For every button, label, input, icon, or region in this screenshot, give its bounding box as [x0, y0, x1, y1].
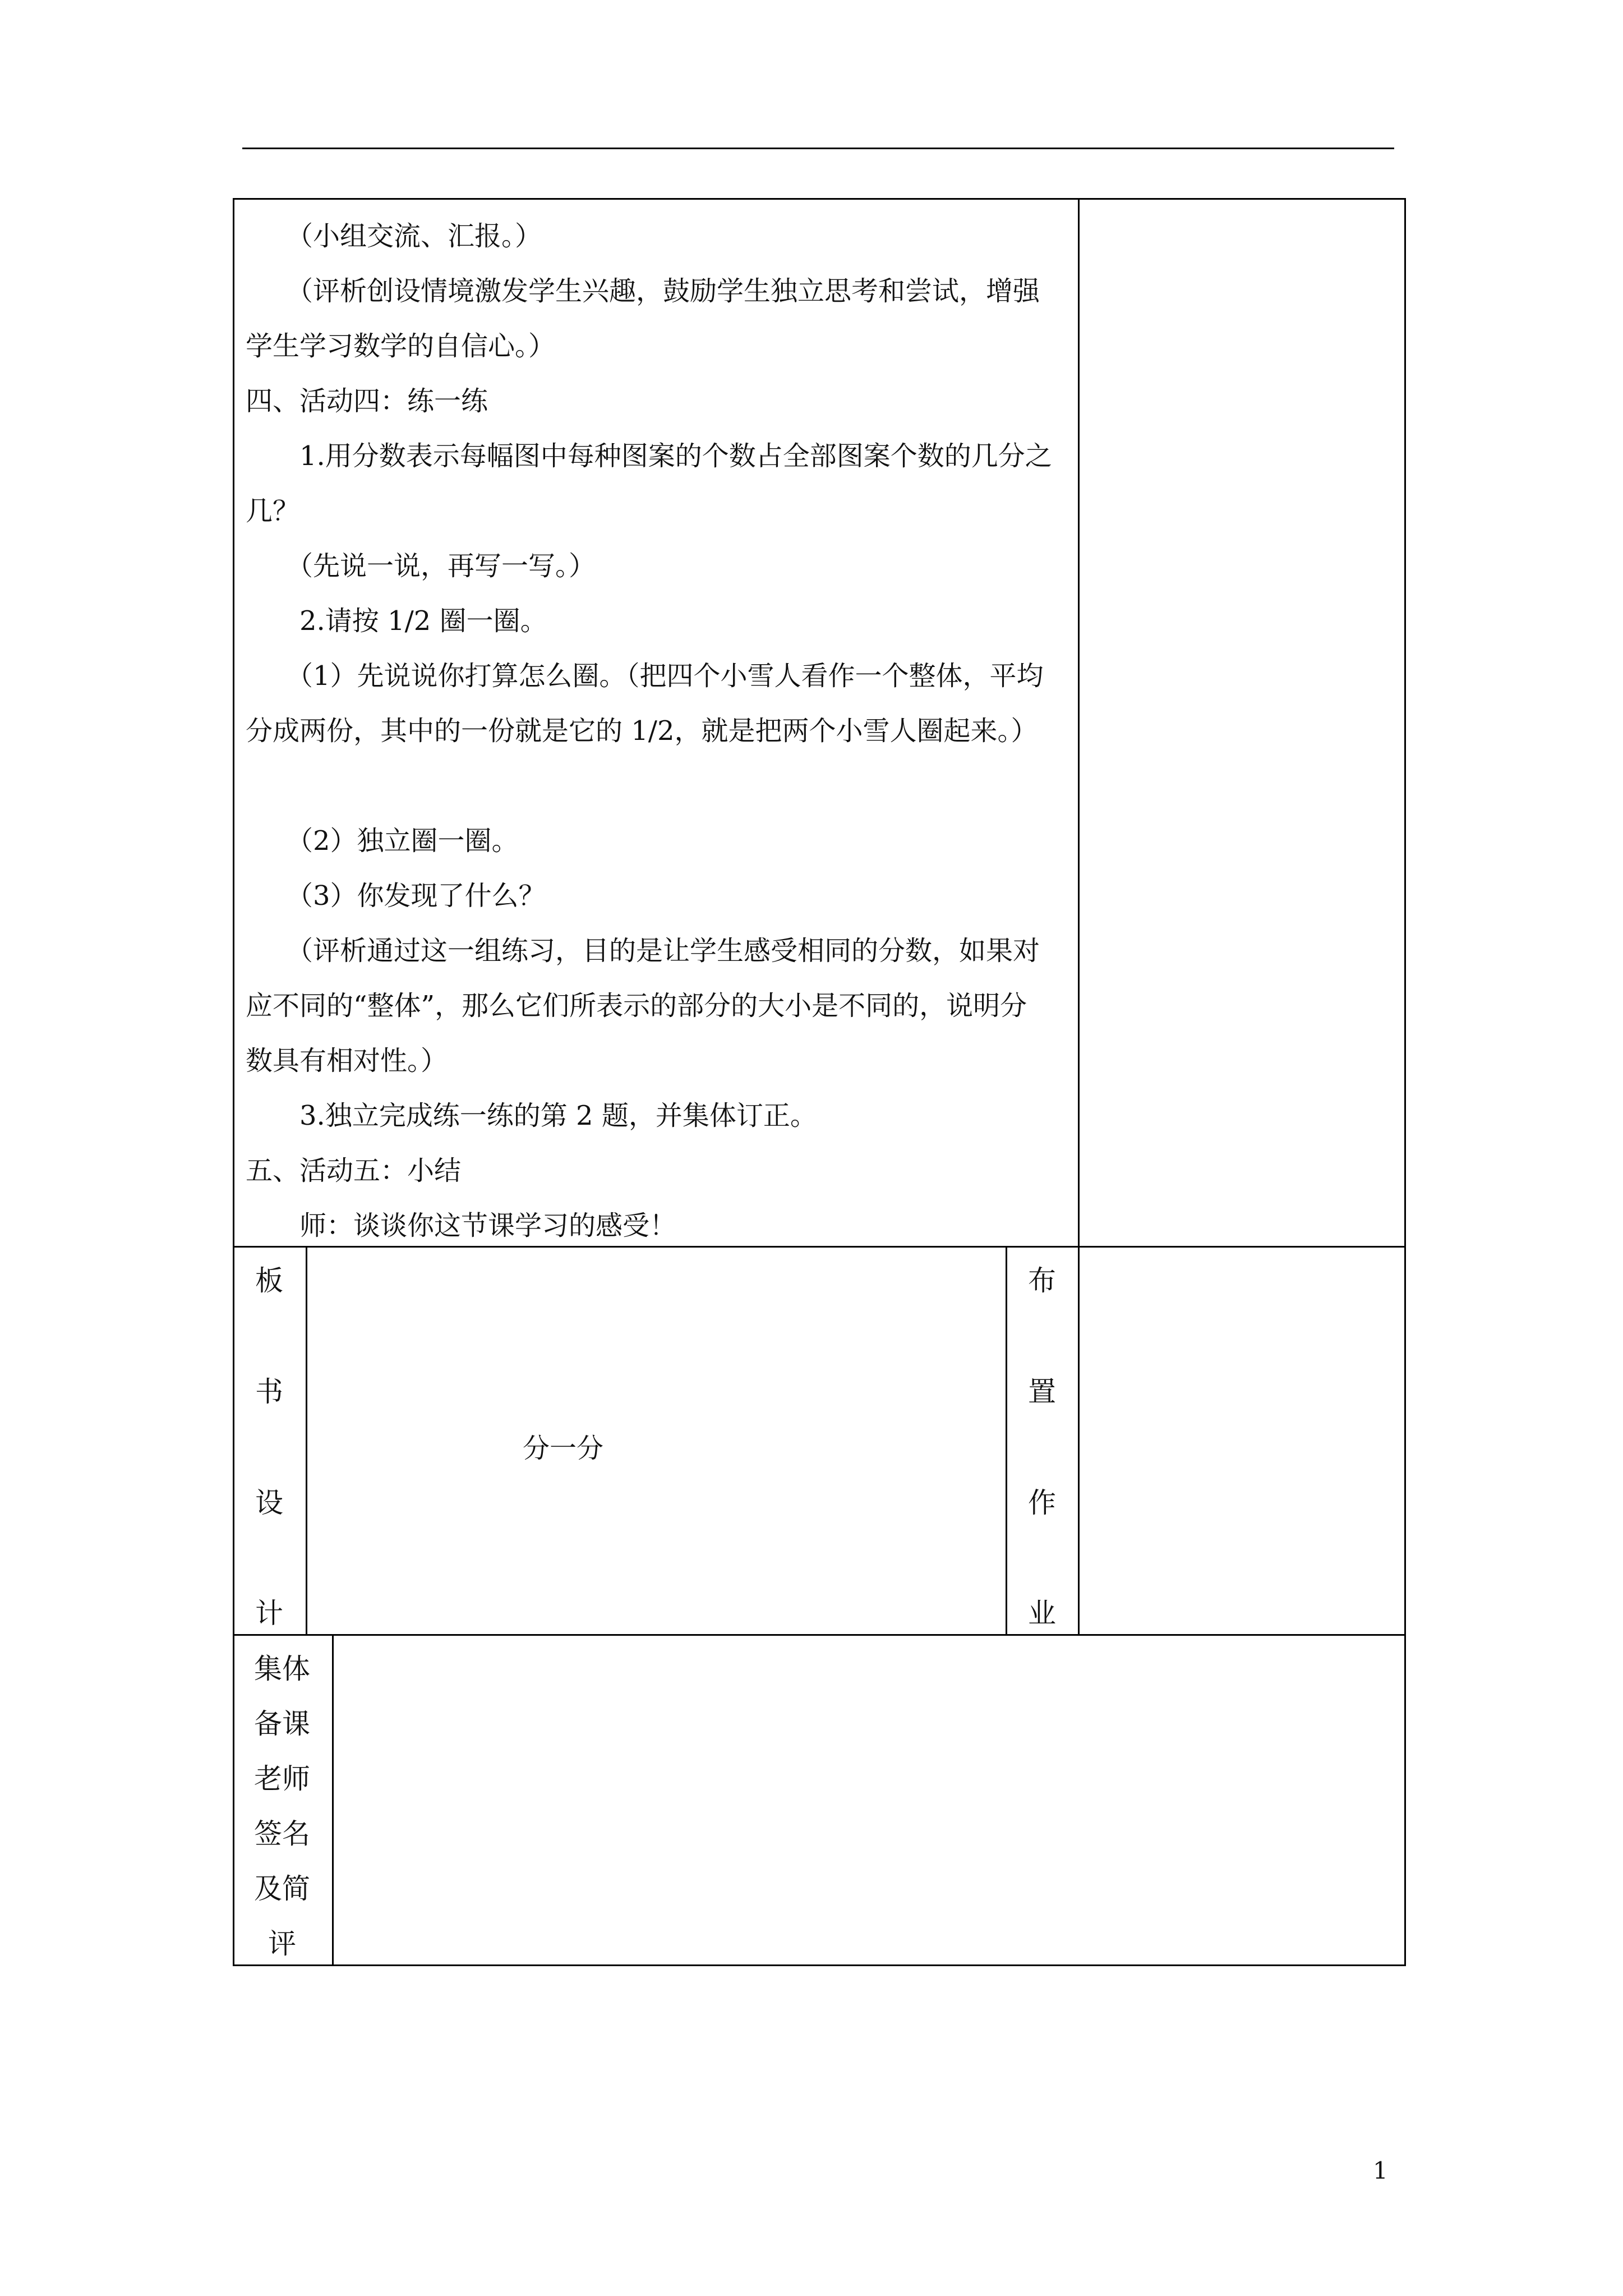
collective-prep-label-line: 及简: [254, 1872, 310, 1905]
collective-prep-divider: [332, 1634, 334, 1966]
board-design-label-char: 计: [255, 1597, 283, 1630]
lesson-paragraph: （1）先说说你打算怎么圈。（把四个小雪人看作一个整体，平均分成两份，其中的一份就是它的 1/2，就是把两个小雪人圈起来。）: [246, 660, 1044, 747]
collective-prep-frame: [233, 1634, 1406, 1966]
homework-label-char: 作: [1028, 1487, 1056, 1519]
lesson-paragraph: （3）你发现了什么？: [246, 880, 546, 912]
lesson-paragraph: 3.独立完成练一练的第 2 题，并集体订正。: [246, 1100, 817, 1131]
homework-label-char: 业: [1028, 1597, 1056, 1630]
lesson-paragraph: （2）独立圈一圈。: [246, 825, 519, 857]
lesson-paragraph: 2.请按 1/2 圈一圈。: [246, 605, 547, 637]
lesson-paragraph: 1.用分数表示每幅图中每种图案的个数占全部图案个数的几分之几？: [246, 440, 1052, 527]
lesson-paragraph: （先说一说，再写一写。）: [246, 550, 596, 582]
board-design-label-char: 板: [255, 1264, 283, 1297]
collective-prep-label-line: 签名: [254, 1818, 310, 1850]
board-label-divider: [306, 1246, 307, 1636]
collective-prep-label-line: 备课: [254, 1708, 310, 1740]
lesson-paragraph: （评析通过这一组练习，目的是让学生感受相同的分数，如果对应不同的“整体”，那么它们所表示的部分的大小是不同的，说明分数具有相对性。）: [246, 935, 1040, 1076]
board-design-label-char: 设: [255, 1487, 283, 1519]
collective-prep-label-line: 集体: [254, 1653, 310, 1685]
lesson-paragraph: （小组交流、汇报。）: [246, 220, 542, 252]
lesson-paragraph: 四、活动四：练一练: [246, 385, 488, 417]
header-rule: [242, 148, 1394, 149]
board-design-label-char: 书: [255, 1375, 283, 1408]
homework-label-char: 布: [1028, 1264, 1056, 1297]
lesson-paragraph: 五、活动五：小结: [246, 1155, 462, 1186]
board-section-frame: [233, 1246, 1406, 1636]
lesson-paragraph: （评析创设情境激发学生兴趣，鼓励学生独立思考和尝试，增强学生学习数学的自信心。）: [246, 275, 1040, 362]
page-number: 1: [1373, 2157, 1388, 2184]
board-homework-divider: [1006, 1246, 1007, 1636]
lesson-paragraph: 师：谈谈你这节课学习的感受！: [246, 1210, 677, 1241]
lesson-notes-divider: [1078, 198, 1080, 1248]
collective-prep-label-line: 评: [268, 1927, 296, 1960]
homework-label-divider: [1078, 1246, 1080, 1636]
board-design-content: 分一分: [523, 1433, 604, 1464]
collective-prep-label-line: 老师: [254, 1763, 310, 1795]
homework-label-char: 置: [1028, 1375, 1056, 1408]
